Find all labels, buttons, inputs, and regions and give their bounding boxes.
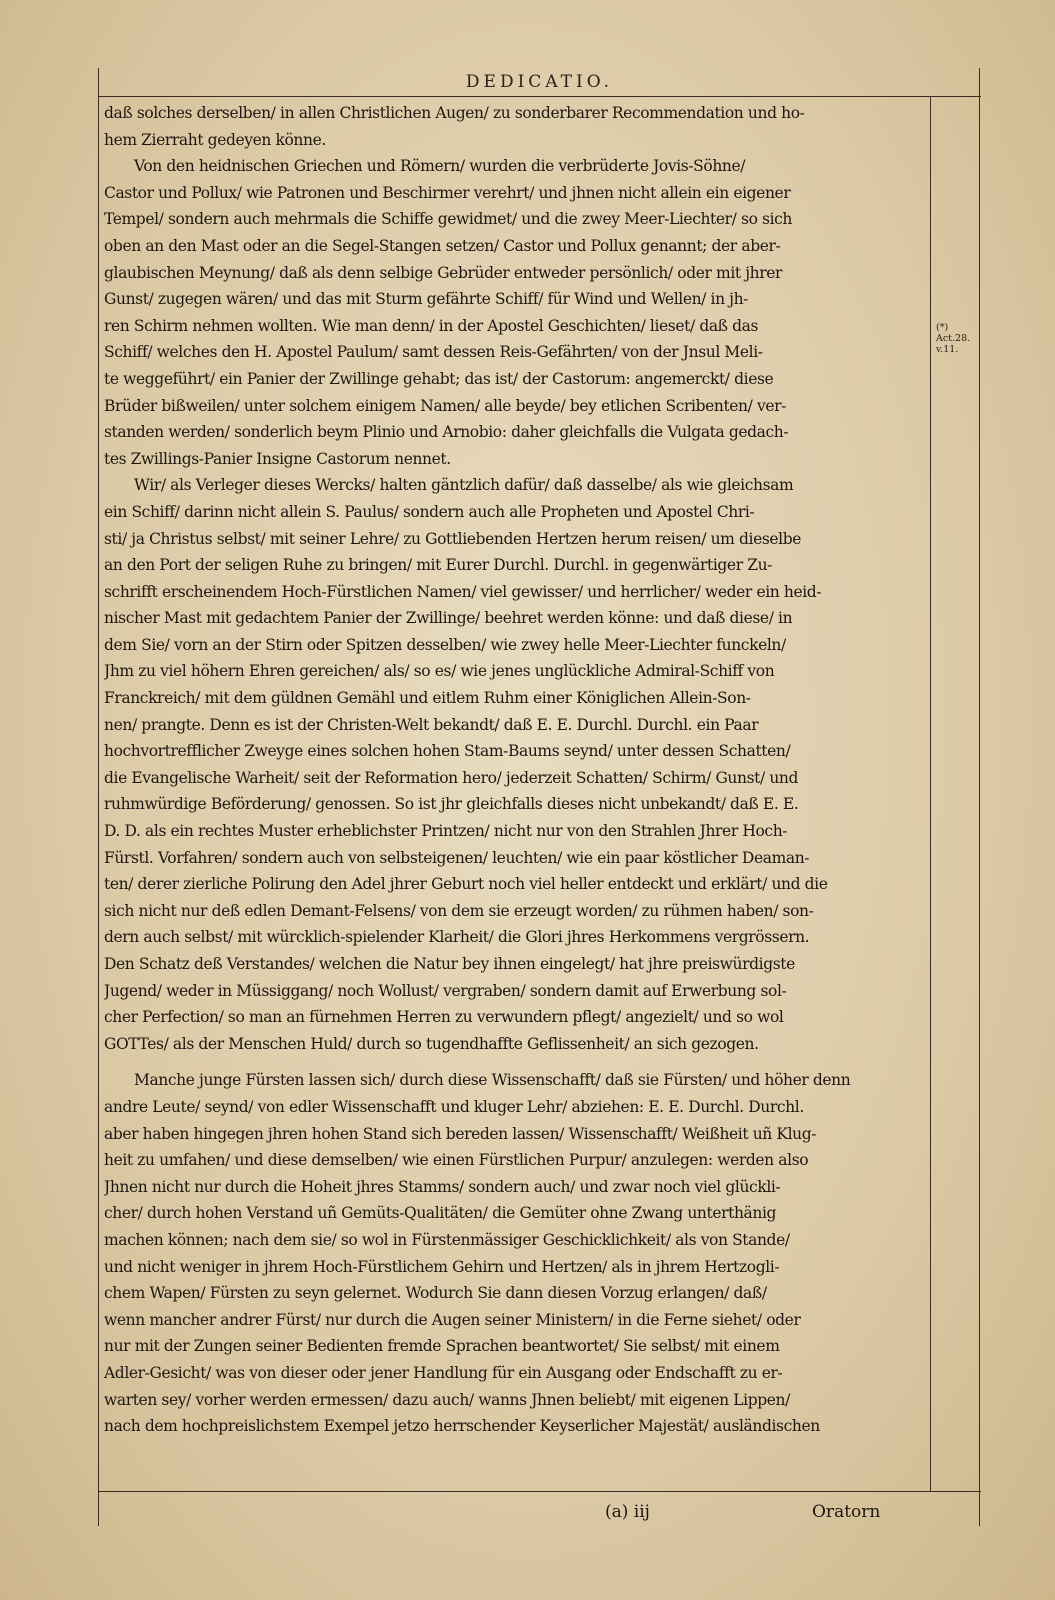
paragraph-gap xyxy=(104,1057,926,1067)
text-line: Wir/ als Verleger dieses Wercks/ halten gäntzlich dafür/ daß dasselbe/ als wie gleichsam xyxy=(134,476,794,495)
text-line: ruhmwürdige Beförderung/ genossen. So ist jhr gleichfalls dieses nicht unbekandt/ daß E. E. xyxy=(104,795,799,814)
text-line: GOTTes/ als der Menschen Huld/ durch so tugendhaffte Geflissenheit/ an sich gezogen. xyxy=(104,1034,759,1053)
text-line: heit zu umfahen/ und diese demselben/ wie einen Fürstlichen Purpur/ anzulegen: werden also xyxy=(104,1151,809,1170)
text-line: Brüder bißweilen/ unter solchem einigem Namen/ alle beyde/ bey etlichen Scribenten/ ver- xyxy=(104,396,786,415)
running-head: DEDICATIO. xyxy=(465,72,614,92)
text-line: cher Perfection/ so man an fürnehmen Herren zu verwundern pflegt/ angezielt/ und so wol xyxy=(104,1008,784,1027)
text-line: machen können; nach dem sie/ so wol in Fürstenmässiger Geschicklichkeit/ als von Stande/ xyxy=(104,1230,790,1249)
text-line: daß solches derselben/ in allen Christlichen Augen/ zu sonderbarer Recommendation und ho- xyxy=(104,104,805,122)
text-line: dem Sie/ vorn an der Stirn oder Spitzen desselben/ wie zwey helle Meer-Liechter funckeln/ xyxy=(104,635,786,654)
text-line: nischer Mast mit gedachtem Panier der Zwillinge/ beehret werden könne: und daß diese/ in xyxy=(104,609,793,628)
text-line: cher/ durch hohen Verstand uñ Gemüts-Qualitäten/ die Gemüter ohne Zwang unterthänig xyxy=(104,1204,777,1223)
text-line: andre Leute/ seynd/ von edler Wissenschafft und kluger Lehr/ abziehen: E. E. Durchl. Durchl. xyxy=(104,1097,804,1116)
text-line: chem Wapen/ Fürsten zu seyn gelernet. Wodurch Sie dann diesen Vorzug erlangen/ daß/ xyxy=(104,1284,767,1303)
text-line: Fürstl. Vorfahren/ sondern auch von selbsteigenen/ leuchten/ wie ein paar köstlicher Deaman- xyxy=(104,848,810,867)
catchword: Oratorn xyxy=(812,1502,881,1522)
text-line: tes Zwillings-Panier Insigne Castorum nennet. xyxy=(104,449,451,468)
text-line: Castor und Pollux/ wie Patronen und Beschirmer verehrt/ und jhnen nicht allein ein eigener xyxy=(104,183,791,202)
text-line: Jugend/ weder in Müssiggang/ noch Wollust/ vergraben/ sondern damit auf Erwerbung sol- xyxy=(104,981,787,1000)
text-line: schrifft erscheinendem Hoch-Fürstlichen Namen/ viel gewisser/ und herrlicher/ weder ein heid- xyxy=(104,582,822,601)
signature-mark: (a) iij xyxy=(605,1502,650,1522)
text-line: Tempel/ sondern auch mehrmals die Schiffe gewidmet/ und die zwey Meer-Liechter/ so sich xyxy=(104,210,793,229)
text-line: Schiff/ welches den H. Apostel Paulum/ samt dessen Reis-Gefährten/ von der Jnsul Meli- xyxy=(104,343,763,362)
marginal-note: (*) Act.28. v.11. xyxy=(936,322,971,355)
text-line: Jhnen nicht nur durch die Hoheit jhres Stamms/ sondern auch/ und zwar noch viel glückli- xyxy=(104,1177,781,1196)
text-line: nen/ prangte. Denn es ist der Christen-Welt bekandt/ daß E. E. Durchl. Durchl. ein Paar xyxy=(104,715,759,734)
margin-rule xyxy=(930,96,931,1491)
text-line: Gunst/ zugegen wären/ und das mit Sturm gefährte Schiff/ für Wind und Wellen/ in jh- xyxy=(104,290,749,309)
text-line: die Evangelische Warheit/ seit der Reformation hero/ jederzeit Schatten/ Schirm/ Gunst/ und xyxy=(104,768,799,787)
text-line: und nicht weniger in jhrem Hoch-Fürstlichem Gehirn und Hertzen/ als in jhrem Hertzogli- xyxy=(104,1257,780,1276)
text-line: Den Schatz deß Verstandes/ welchen die Natur bey ihnen eingelegt/ hat jhre preiswürdigste xyxy=(104,955,795,973)
text-line: dern auch selbst/ mit würcklich-spielender Klarheit/ die Glori jhres Herkommens vergrössern. xyxy=(104,928,810,947)
header-rule xyxy=(98,96,981,97)
text-line: oben an den Mast oder an die Segel-Stangen setzen/ Castor und Pollux genannt; der aber- xyxy=(104,236,781,255)
text-line: hem Zierraht gedeyen könne. xyxy=(104,130,326,149)
body-text xyxy=(104,100,926,1440)
text-line: an den Port der seligen Ruhe zu bringen/ mit Eurer Durchl. Durchl. in gegenwärtiger Zu- xyxy=(104,556,773,575)
text-line: Manche junge Fürsten lassen sich/ durch diese Wissenschafft/ daß sie Fürsten/ und höher denn xyxy=(134,1071,851,1090)
text-line: aber haben hingegen jhren hohen Stand sich bereden lassen/ Wissenschafft/ Weißheit uñ Klug- xyxy=(104,1124,817,1143)
text-line: wenn mancher andrer Fürst/ nur durch die Augen seiner Ministern/ in die Ferne siehet/ oder xyxy=(104,1310,801,1329)
text-line: Von den heidnischen Griechen und Römern/ wurden die verbrüderte Jovis-Söhne/ xyxy=(134,157,746,176)
text-line: sich nicht nur deß edlen Demant-Felsens/ von dem sie erzeugt worden/ zu rühmen haben/ son- xyxy=(104,901,814,920)
text-line: nach dem hochpreislichstem Exempel jetzo herrschender Keyserlicher Majestät/ ausländischen xyxy=(104,1417,820,1436)
text-line: standen werden/ sonderlich beym Plinio und Arnobio: daher gleichfalls die Vulgata gedach- xyxy=(104,423,789,442)
text-line: ein Schiff/ darinn nicht allein S. Paulus/ sondern auch alle Propheten und Apostel Chri- xyxy=(104,502,755,521)
text-line: Jhm zu viel höhern Ehren gereichen/ als/ so es/ wie jenes unglückliche Admiral-Schiff von xyxy=(104,662,775,681)
text-line: glaubischen Meynung/ daß als denn selbige Gebrüder entweder persönlich/ oder mit jhrer xyxy=(104,263,783,282)
text-line: D. D. als ein rechtes Muster erheblichster Printzen/ nicht nur von den Strahlen Jhrer Hoch- xyxy=(104,822,788,841)
text-line: ten/ derer zierliche Polirung den Adel jhrer Geburt noch viel heller entdeckt und erklärt/ und die xyxy=(104,875,828,894)
text-line: hochvortrefflicher Zweyge eines solchen hohen Stam-Baums seynd/ unter dessen Schatten/ xyxy=(104,742,791,761)
text-line: ren Schirm nehmen wollten. Wie man denn/ in der Apostel Geschichten/ lieset/ daß das xyxy=(104,316,759,335)
text-line: sti/ ja Christus selbst/ mit seiner Lehre/ zu Gottliebenden Hertzen herum reisen/ um dieselbe xyxy=(104,529,802,548)
text-line: warten sey/ vorher werden ermessen/ dazu auch/ wanns Jhnen beliebt/ mit eigenen Lippen/ xyxy=(104,1390,790,1409)
text-line: Adler-Gesicht/ was von dieser oder jener Handlung für ein Ausgang oder Endschafft zu er- xyxy=(104,1363,783,1382)
footer-rule xyxy=(98,1491,981,1492)
text-line: te weggeführt/ ein Panier der Zwillinge gehabt; das ist/ der Castorum: angemerckt/ diese xyxy=(104,369,774,388)
text-line: Franckreich/ mit dem güldnen Gemähl und eitlem Ruhm einer Königlichen Allein-Son- xyxy=(104,689,751,708)
text-line: nur mit der Zungen seiner Bedienten fremde Sprachen beantwortet/ Sie selbst/ mit einem xyxy=(104,1337,780,1356)
